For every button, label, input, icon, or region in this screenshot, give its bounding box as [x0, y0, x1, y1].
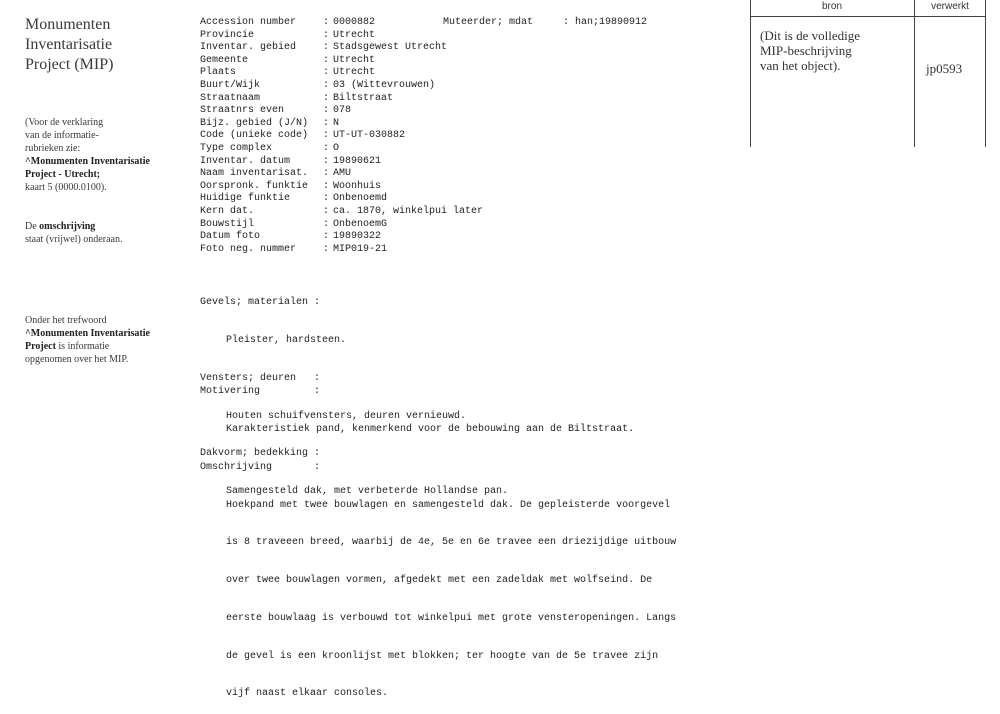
field-label: Accession number — [200, 17, 297, 28]
field-row: Naam inventarisat. : AMU — [200, 168, 352, 180]
field-row: Oorspronk. funktie : Woonhuis — [200, 180, 382, 192]
field-label: Provincie — [200, 29, 255, 41]
field-value: 19890322 — [333, 231, 382, 243]
dakvorm-label: Dakvorm; bedekking : — [200, 448, 321, 460]
sidebar-title — [25, 15, 113, 75]
field-label: Straatnaam — [200, 92, 261, 104]
note-line: kaart 5 (0000.0100). — [25, 182, 107, 193]
field-row: Plaats : Utrecht — [200, 67, 376, 79]
field-row: Provincie : Utrecht — [200, 29, 376, 41]
title-line: Inventarisatie — [25, 36, 113, 53]
record-fields — [200, 17, 483, 256]
note-line: staat (vrijwel) onderaan. — [25, 234, 123, 245]
omschrijving-line: eerste bouwlaag is verbouwd tot winkelpui met grote vensteropeningen. Langs — [226, 612, 677, 624]
table-border-right — [985, 0, 986, 147]
note-line: van de informatie- — [25, 130, 99, 141]
field-value: Stadsgewest Utrecht — [333, 42, 448, 54]
field-label: Foto neg. nummer — [200, 243, 297, 255]
desc-line: MIP-beschrijving — [760, 43, 852, 58]
note-link[interactable] — [25, 168, 150, 181]
field-value: Onbenoemd — [333, 193, 388, 205]
note-link-text[interactable]: Project — [25, 341, 56, 352]
omschrijving-line: is 8 traveeen breed, waarbij de 4e, 5e en 6e travee een driezijdige uitbouw — [226, 537, 677, 549]
source-description — [760, 28, 860, 73]
field-label: Buurt/Wijk — [200, 79, 261, 91]
motivering-value: Karakteristiek pand, kenmerkend voor de bebouwing aan de Biltstraat. — [226, 423, 635, 435]
note-link[interactable] — [25, 327, 150, 340]
title-line: Monumenten — [25, 16, 111, 33]
source-code: jp0593 — [926, 61, 963, 76]
header-verwerkt: verwerkt — [931, 1, 969, 12]
field-value: 0000882 — [333, 17, 376, 28]
note-line: rubrieken zie: — [25, 143, 81, 154]
note-link-text[interactable]: Project - Utrecht; — [25, 169, 101, 180]
gevels-value: Pleister, hardsteen. — [226, 334, 347, 346]
field-value: 19890621 — [333, 155, 382, 167]
field-row: Straatnrs even : 078 — [200, 105, 352, 117]
field-row: Datum foto : 19890322 — [200, 231, 382, 243]
motivering-label: Motivering : — [200, 386, 321, 398]
note-text: De — [25, 221, 40, 232]
note-link-text[interactable]: ^Monumenten Inventarisatie — [25, 156, 150, 167]
title-line: Project (MIP) — [25, 56, 114, 73]
table-divider — [914, 0, 915, 147]
field-row: Kern dat. : ca. 1870, winkelpui later — [200, 205, 484, 217]
field-label: Datum foto — [200, 231, 261, 243]
field-value: Woonhuis — [333, 180, 382, 192]
field-label: Code (unieke code) — [200, 130, 309, 142]
field-value: N — [333, 117, 340, 129]
header-bron: bron — [821, 1, 842, 12]
note-line: Onder het trefwoord — [25, 315, 107, 326]
field-value: O — [333, 142, 340, 154]
field-label: Type complex — [200, 142, 273, 154]
note-text: is informatie — [55, 341, 110, 352]
note-keyword: omschrijving — [39, 221, 96, 232]
field-row: Foto neg. nummer : MIP019-21 — [200, 243, 388, 255]
field-value: MIP019-21 — [333, 243, 388, 255]
field-value: 078 — [333, 105, 352, 117]
field-row: Inventar. gebied : Stadsgewest Utrecht — [200, 42, 448, 54]
field-value: 03 (Wittevrouwen) — [333, 79, 436, 91]
field-value: OnbenoemG — [333, 218, 388, 230]
omschrijving-line: Hoekpand met twee bouwlagen en samengesteld dak. De gepleisterde voorgevel — [226, 499, 671, 511]
field-value: AMU — [333, 168, 352, 180]
note-link-text[interactable]: ^Monumenten Inventarisatie — [25, 328, 150, 339]
field-row: Gemeente : Utrecht — [200, 54, 376, 66]
field-label: Oorspronk. funktie — [200, 180, 309, 192]
omschrijving-line: over twee bouwlagen vormen, afgedekt met een zadeldak met wolfseind. De — [226, 575, 653, 587]
field-row: Buurt/Wijk : 03 (Wittevrouwen) — [200, 79, 436, 91]
field-label: Kern dat. — [200, 205, 255, 217]
description-section — [200, 361, 676, 714]
table-border-left — [750, 0, 751, 147]
note-line: opgenomen over het MIP. — [25, 354, 129, 365]
field-label: Straatnrs even — [200, 105, 285, 117]
vensters-label: Vensters; deuren : — [200, 372, 321, 384]
field-value: UT-UT-030882 — [333, 130, 406, 142]
field-label: Bijz. gebied (J/N) — [200, 117, 309, 129]
field-row: Accession number : 0000882 — [200, 17, 376, 28]
field-row: Code (unieke code) : UT-UT-030882 — [200, 130, 406, 142]
dakvorm-value: Samengesteld dak, met verbeterde Hollandse pan. — [226, 486, 509, 498]
field-row: Bijz. gebied (J/N) : N — [200, 117, 340, 129]
field-row: Inventar. datum : 19890621 — [200, 155, 382, 167]
note-line: (Voor de verklaring — [25, 117, 104, 128]
field-value: Utrecht — [333, 67, 376, 79]
note-link[interactable] — [25, 155, 150, 168]
explanation-note — [25, 116, 150, 194]
field-label: Plaats — [200, 67, 237, 79]
desc-line: (Dit is de volledige — [760, 28, 861, 43]
omschrijving-line: de gevel is een kroonlijst met blokken; ter hoogte van de 5e travee zijn — [226, 650, 659, 662]
gevels-label: Gevels; materialen : — [200, 297, 321, 309]
muteerder-field: Muteerder; mdat : han;19890912 — [443, 17, 648, 28]
field-row: Type complex : O — [200, 142, 340, 154]
field-label: Bouwstijl — [200, 218, 255, 230]
field-label: Naam inventarisat. — [200, 168, 309, 180]
omschrijving-label: Omschrijving : — [200, 461, 321, 473]
description-note — [25, 220, 122, 246]
desc-line: van het object). — [760, 58, 841, 73]
field-label: Gemeente — [200, 54, 249, 66]
field-value: ca. 1870, winkelpui later — [333, 205, 484, 217]
field-label: Inventar. gebied — [200, 42, 297, 54]
field-row: Bouwstijl : OnbenoemG — [200, 218, 388, 230]
field-label: Huidige funktie — [200, 193, 291, 205]
field-row: Straatnaam : Biltstraat — [200, 92, 394, 104]
table-header — [750, 0, 986, 17]
field-label: Inventar. datum — [200, 155, 291, 167]
field-value: Biltstraat — [333, 92, 394, 104]
vensters-value: Houten schuifvensters, deuren vernieuwd. — [226, 410, 467, 422]
keyword-note — [25, 314, 150, 366]
field-value: Utrecht — [333, 54, 376, 66]
omschrijving-line: vijf naast elkaar consoles. — [226, 688, 389, 700]
field-row: Huidige funktie : Onbenoemd — [200, 193, 388, 205]
field-value: Utrecht — [333, 29, 376, 41]
